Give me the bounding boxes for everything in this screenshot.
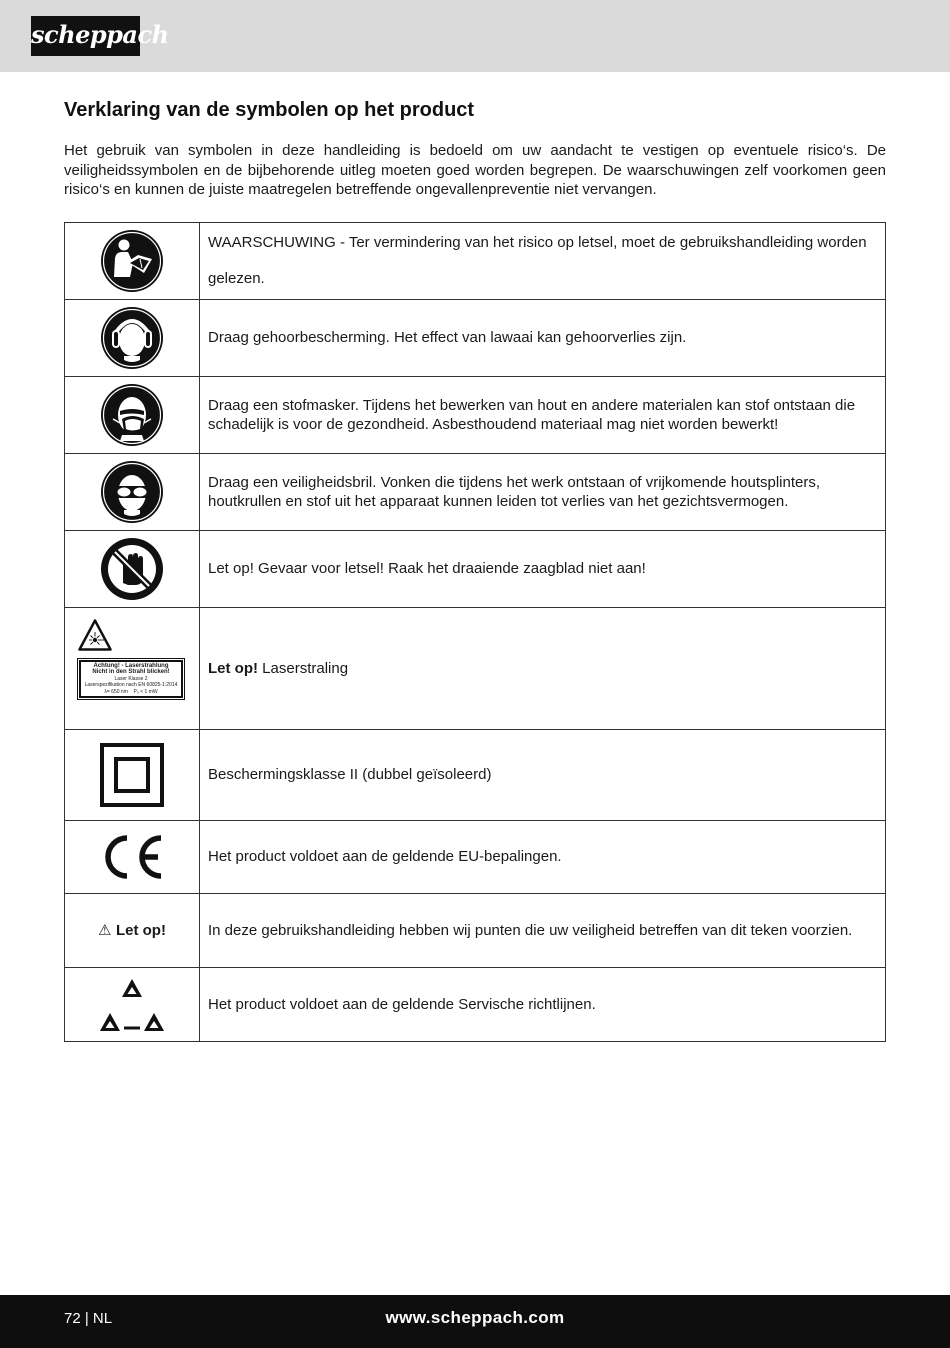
scheppach-logo: scheppach	[31, 16, 140, 56]
text-cell	[200, 223, 886, 300]
serbian-conformity-icon	[96, 975, 168, 1035]
icon-cell	[65, 894, 200, 968]
row-text: Draag een veiligheidsbril. Vonken die tijdens het werk ontstaan of vrijkomende houtsplinters, houtkrullen en stof uit het apparaat kunnen leiden tot verlies van het gezichtsvermogen.	[208, 473, 821, 510]
double-insulation-icon	[100, 743, 164, 807]
row-text: Let op! Gevaar voor letsel! Raak het draaiende zaagblad niet aan!	[208, 560, 646, 578]
table-row	[65, 377, 886, 454]
warning-triangle-icon: ⚠	[98, 922, 112, 939]
table-row	[65, 300, 886, 377]
text-cell	[200, 300, 886, 377]
table-row	[65, 894, 886, 968]
text-cell	[200, 531, 886, 608]
row-text: Het product voldoet aan de geldende Servische richtlijnen.	[208, 995, 596, 1013]
table-row	[65, 223, 886, 300]
footer-bar	[0, 1295, 950, 1348]
no-touch-hand-icon	[100, 537, 164, 601]
table-row	[65, 968, 886, 1042]
laser-label-line	[81, 689, 181, 696]
read-manual-icon	[100, 229, 164, 293]
table-row	[65, 531, 886, 608]
let-op-label: Let op!	[115, 922, 166, 939]
website-link[interactable]: www.scheppach.com	[385, 1308, 565, 1327]
icon-cell	[65, 223, 200, 300]
icon-cell	[65, 454, 200, 531]
text-cell	[200, 377, 886, 454]
text-cell	[200, 608, 886, 730]
laser-warning-icon	[65, 619, 199, 719]
table-row	[65, 821, 886, 894]
icon-cell	[65, 300, 200, 377]
laser-power: P₀ < 1 mW	[133, 688, 158, 695]
dust-mask-icon	[100, 383, 164, 447]
text-cell	[200, 730, 886, 821]
icon-cell	[65, 821, 200, 894]
laser-wavelength: λ= 650 nm	[104, 688, 128, 695]
icon-cell	[65, 377, 200, 454]
row-text: Het product voldoet aan de geldende EU-bepalingen.	[208, 848, 562, 866]
page-number: 72 | NL	[64, 1310, 113, 1327]
row-text: Laserstraling	[258, 659, 349, 677]
icon-cell	[65, 531, 200, 608]
hearing-protection-icon	[100, 306, 164, 370]
icon-cell	[65, 968, 200, 1042]
table-row	[65, 608, 886, 730]
row-text: WAARSCHUWING - Ter vermindering van het risico op letsel, moet de gebruikshandleiding worden gelezen.	[208, 234, 867, 287]
laser-label-line: Laserspezifikation nach EN 60825-1:2014	[84, 682, 178, 688]
text-cell	[200, 454, 886, 531]
laser-label-line: Laser Klasse 2	[114, 675, 148, 682]
row-text-bold: Let op!	[208, 659, 258, 677]
laser-label-line: Achtung! - Laserstrahlung	[93, 662, 169, 669]
row-text: Beschermingsklasse II (dubbel geïsoleerd)	[208, 766, 492, 784]
safety-goggles-icon	[100, 460, 164, 524]
symbols-table	[64, 222, 886, 1042]
text-cell	[200, 968, 886, 1042]
ce-mark-icon	[98, 833, 166, 881]
laser-class-label	[79, 660, 183, 698]
laser-label-line: Nicht in den Strahl blicken!	[92, 669, 170, 675]
laser-triangle-icon	[78, 619, 112, 651]
row-text: Draag een stofmasker. Tijdens het bewerken van hout en andere materialen kan stof ontstaan die schadelijk is voor de gezondheid. Asbesthoudend materiaal mag niet worden bewerkt!	[208, 396, 856, 433]
page-title: Verklaring van de symbolen op het product	[64, 99, 475, 121]
row-text: Draag gehoorbescherming. Het effect van lawaai kan gehoorverlies zijn.	[208, 329, 687, 347]
header-bar	[0, 0, 950, 72]
row-text: In deze gebruikshandleiding hebben wij punten die uw veiligheid betreffen van dit teken voorzien.	[208, 921, 853, 939]
table-row	[65, 454, 886, 531]
table-row	[65, 730, 886, 821]
icon-cell	[65, 608, 200, 730]
text-cell	[200, 894, 886, 968]
icon-cell	[65, 730, 200, 821]
text-cell	[200, 821, 886, 894]
intro-paragraph: Het gebruik van symbolen in deze handleiding is bedoeld om uw aandacht te vestigen op eventuele risico‘s. De veiligheidssymbolen en de bijbehorende uitleg moeten goed worden begrepen. De waarschuwingen zelf voorkomen geen risico‘s en kunnen de juiste maatregelen betreffende ongevallenpreventie niet vervangen.	[64, 142, 886, 198]
